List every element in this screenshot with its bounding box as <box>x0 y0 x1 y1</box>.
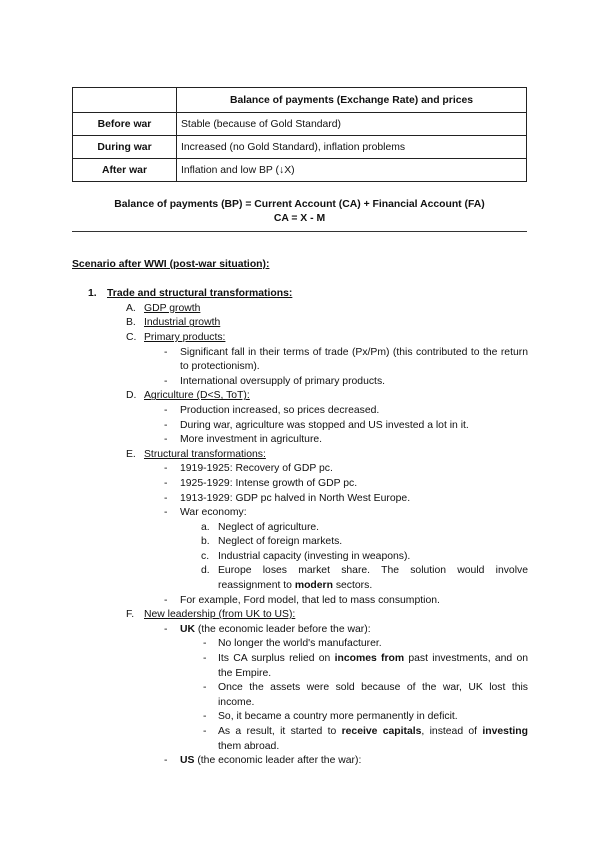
outline-item-text <box>180 376 385 387</box>
list-marker: - <box>164 755 168 767</box>
text: past investments, and on the Empire. <box>218 653 528 679</box>
outline-item-text <box>218 726 528 752</box>
outline-item-text <box>144 332 225 343</box>
text: GDP growth <box>144 302 201 314</box>
outline-item-text <box>144 390 250 401</box>
bold-text: modern <box>294 580 333 592</box>
outline-item <box>72 681 528 710</box>
text: As a result, it started to <box>218 726 342 737</box>
description-cell: Inflation and low BP (↓X) <box>177 159 527 182</box>
formula-ca: CA = X - M <box>273 213 326 224</box>
list-marker: - <box>164 507 168 519</box>
outline-item-text <box>144 303 200 314</box>
list-marker: - <box>164 375 168 387</box>
outline-item-text <box>218 711 458 722</box>
text: Neglect of foreign markets. <box>218 536 343 548</box>
outline-item <box>72 331 528 346</box>
table-row <box>73 159 527 182</box>
outline-item <box>72 462 528 477</box>
list-marker: F. <box>126 609 135 621</box>
text: During war, agriculture was stopped and US invested a lot in it. <box>180 419 469 431</box>
formula-bp: Balance of payments (BP) = Current Account (CA) + Financial Account (FA) <box>114 199 485 210</box>
description-cell: Stable (because of Gold Standard) <box>177 113 527 136</box>
text: Trade and structural transformations: <box>107 288 293 300</box>
description-cell: Increased (no Gold Standard), inflation problems <box>177 136 527 159</box>
list-marker: - <box>164 346 168 358</box>
outline-item-text <box>218 682 528 708</box>
outline-item <box>72 652 528 681</box>
text: sectors. <box>332 580 373 592</box>
text: Primary products: <box>144 331 226 343</box>
outline-item <box>72 754 528 769</box>
bold-text: incomes from <box>334 653 405 665</box>
outline-item <box>72 637 528 652</box>
outline-item-text <box>180 434 322 445</box>
text: More investment in agriculture. <box>180 434 323 446</box>
text: 1919-1925: Recovery of GDP pc. <box>180 463 333 475</box>
outline-item-text <box>180 755 361 766</box>
list-marker: E. <box>126 448 136 460</box>
balance-of-payments-table <box>72 87 527 182</box>
period-cell: Before war <box>73 113 177 136</box>
list-marker: C. <box>126 331 137 343</box>
outline-item-text <box>180 347 528 373</box>
list-marker: - <box>164 404 168 416</box>
outline-item-text <box>180 507 247 518</box>
list-marker: d. <box>201 565 210 577</box>
outline-item-text <box>180 405 379 416</box>
text: Structural transformations: <box>144 448 266 460</box>
outline-item-text <box>144 317 220 328</box>
outline-item <box>72 492 528 507</box>
period-cell: During war <box>73 136 177 159</box>
outline-item <box>72 521 528 536</box>
text: Industrial growth <box>144 317 221 329</box>
divider <box>72 231 527 232</box>
outline-item <box>72 404 528 419</box>
outline-item-text <box>180 463 333 474</box>
outline-item <box>72 433 528 448</box>
notes-body <box>72 258 528 769</box>
text: Significant fall in their terms of trade (Px/Pm) (this contributed to the return to protectionism). <box>180 346 528 373</box>
list-marker: - <box>203 682 207 694</box>
list-marker: B. <box>126 317 136 329</box>
list-marker: - <box>164 463 168 475</box>
outline-item-text <box>144 609 295 620</box>
text: (the economic leader after the war): <box>194 755 362 767</box>
outline-item <box>72 448 528 463</box>
text: Once the assets were sold because of the war, UK lost this income. <box>218 682 528 708</box>
list-marker: - <box>203 638 207 650</box>
list-marker: - <box>164 623 168 635</box>
outline-item-text <box>144 449 266 460</box>
outline-item <box>72 375 528 390</box>
outline-item <box>72 564 528 593</box>
outline-item <box>72 535 528 550</box>
outline-item <box>72 623 528 638</box>
outline-item-text <box>107 288 292 299</box>
table-row <box>73 136 527 159</box>
text: Its CA surplus relied on <box>218 653 335 665</box>
outline-list <box>72 287 528 769</box>
outline-item <box>72 608 528 623</box>
text: (the economic leader before the war): <box>195 623 371 635</box>
list-marker: - <box>164 419 168 431</box>
outline-item-text <box>218 638 382 649</box>
outline-item <box>72 287 528 302</box>
list-marker: - <box>164 492 168 504</box>
outline-item <box>72 710 528 725</box>
text: Agriculture (D<S, ToT): <box>144 390 250 402</box>
outline-item <box>72 550 528 565</box>
outline-item <box>72 594 528 609</box>
list-marker: - <box>203 711 207 723</box>
outline-item <box>72 725 528 754</box>
section-heading: Scenario after WWI (post-war situation): <box>72 259 270 270</box>
list-marker: - <box>164 477 168 489</box>
text: , instead of <box>421 726 483 737</box>
text: Production increased, so prices decreased. <box>180 404 380 416</box>
text: War economy: <box>180 507 247 519</box>
table-header-empty <box>73 88 177 113</box>
text: 1913-1929: GDP pc halved in North West Europe. <box>180 492 411 504</box>
text: No longer the world's manufacturer. <box>218 638 382 650</box>
outline-item-text <box>180 595 440 606</box>
text: 1925-1929: Intense growth of GDP pc. <box>180 477 358 489</box>
outline-item <box>72 506 528 521</box>
period-cell: After war <box>73 159 177 182</box>
list-marker: - <box>164 594 168 606</box>
text: them abroad. <box>218 740 280 752</box>
outline-item-text <box>218 551 410 562</box>
list-marker: - <box>203 653 207 665</box>
bold-text: receive capitals <box>341 726 422 737</box>
list-marker: - <box>203 726 207 737</box>
bold-text: UK <box>180 623 196 635</box>
outline-item <box>72 419 528 434</box>
outline-item-text <box>180 420 469 431</box>
text: For example, Ford model, that led to mass consumption. <box>180 594 440 606</box>
outline-item-text <box>180 478 357 489</box>
outline-item-text <box>218 565 528 591</box>
text: Industrial capacity (investing in weapons). <box>218 550 411 562</box>
table-header-row <box>73 88 527 113</box>
outline-item-text <box>218 536 342 547</box>
list-marker: a. <box>201 521 210 533</box>
text: New leadership (from UK to US): <box>144 609 296 621</box>
table-header: Balance of payments (Exchange Rate) and prices <box>177 88 527 113</box>
outline-item <box>72 302 528 317</box>
outline-item-text <box>218 653 528 679</box>
list-marker: A. <box>126 302 136 314</box>
outline-item-text <box>180 624 371 635</box>
list-marker: b. <box>201 536 210 548</box>
list-marker: D. <box>126 390 137 402</box>
list-marker: c. <box>201 550 210 562</box>
outline-item <box>72 316 528 331</box>
bold-text: investing <box>482 726 528 737</box>
text: International oversupply of primary products. <box>180 375 386 387</box>
text: Neglect of agriculture. <box>218 521 320 533</box>
outline-item-text <box>218 522 319 533</box>
list-marker: 1. <box>88 288 97 300</box>
outline-item <box>72 389 528 404</box>
list-marker: - <box>164 434 168 446</box>
table-row <box>73 113 527 136</box>
text: Europe loses market share. The solution would involve reassignment to <box>218 565 528 592</box>
outline-item <box>72 477 528 492</box>
text: So, it became a country more permanently in deficit. <box>218 711 458 723</box>
outline-item <box>72 346 528 375</box>
outline-item-text <box>180 493 410 504</box>
bold-text: US <box>180 755 195 767</box>
